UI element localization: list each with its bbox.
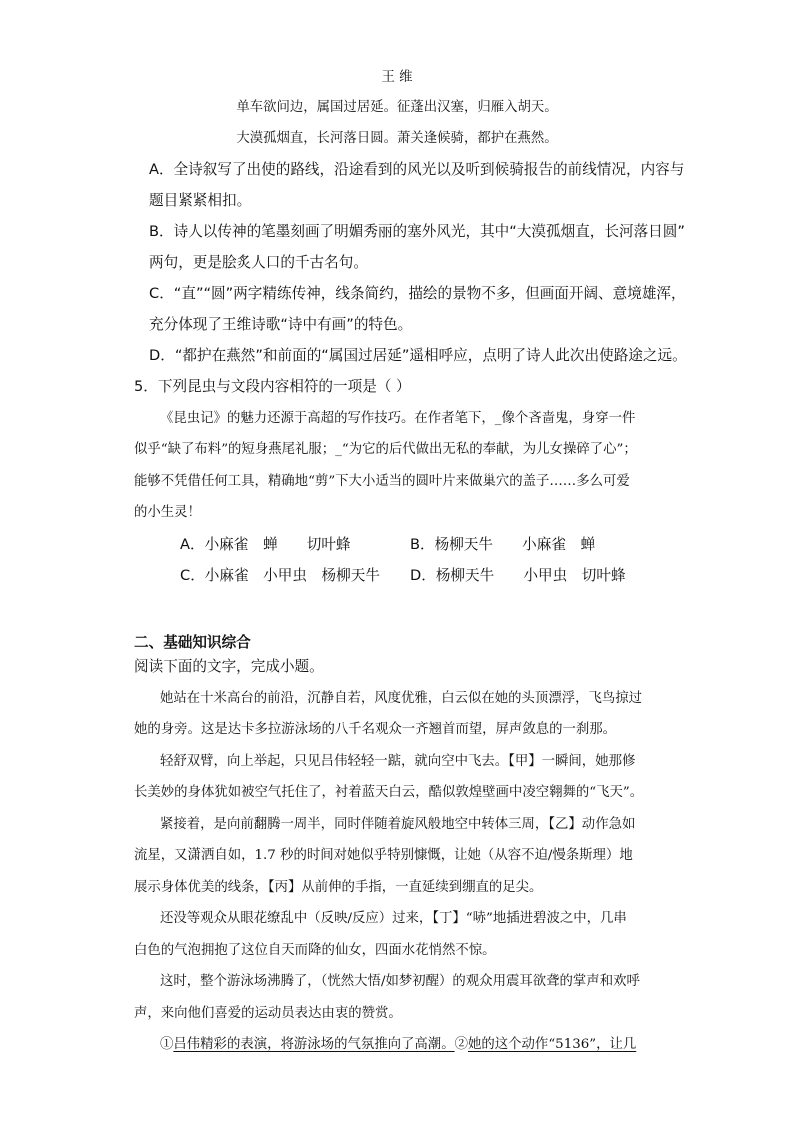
q4-option-c-line2: 充分体现了王维诗歌“诗中有画”的特色。 [149, 316, 413, 333]
underlined-sentence-1: 吕伟精彩的表演，将游泳场的气氛推向了高潮。 [173, 1037, 455, 1052]
q4-option-b-line1: B．诗人以传神的笔墨刻画了明媚秀丽的塞外风光，其中“大漠孤烟直，长河落日圆” [149, 223, 685, 240]
passage-p3-line1: 紧接着，是向前翻腾一周半，同时伴随着旋风般地空中转体三周，【乙】动作急如 [160, 817, 636, 832]
poem-author: 王 维 [381, 70, 413, 85]
q4-option-a-line1: A．全诗叙写了出使的路线，沿途看到的风光以及听到候骑报告的前线情况，内容与 [149, 161, 685, 178]
q5-option-d: D．杨柳天牛 小甲虫 切叶蜂 [410, 567, 626, 584]
passage-p4-line1: 还没等观众从眼花缭乱中（反映/反应）过来，【丁】“哧”地插进碧波之中，几串 [160, 911, 627, 926]
passage-p4-line2: 白色的气泡拥抱了这位自天而降的仙女，四面水花悄然不惊。 [134, 943, 496, 958]
q5-stem: 5．下列昆虫与文段内容相符的一项是（ ） [134, 378, 411, 395]
q5-passage-line1: 《昆虫记》的魅力还源于高超的写作技巧。在作者笔下，_像个吝啬鬼，身穿一件 [160, 411, 636, 426]
passage-p1-line2: 她的身旁。这是达卡多拉游泳场的八千名观众一齐翘首而望，屏声敛息的一刹那。 [134, 722, 617, 737]
poem-line-1: 单车欲问边，属国过居延。征蓬出汉塞，归雁入胡天。 [236, 100, 558, 115]
poem-line-2: 大漠孤烟直，长河落日圆。萧关逢候骑，都护在燕然。 [236, 131, 558, 146]
passage-p1-line1: 她站在十米高台的前沿，沉静自若，风度优雅，白云似在她的头顶漂浮，飞鸟掠过 [160, 691, 643, 706]
passage-p5-line2: 声，来向他们喜爱的运动员表达由衷的赞赏。 [134, 1006, 402, 1021]
q4-option-d: D．“都护在燕然”和前面的“属国过居延”遥相呼应，点明了诗人此次出使路途之远。 [149, 347, 687, 364]
q4-option-c-line1: C．“直”“圆”两字精练传神，线条简约，描绘的景物不多，但画面开阔、意境雄浑， [149, 285, 686, 302]
q5-passage-line2: 似乎“缺了布料”的短身燕尾礼服；_“为它的后代做出无私的奉献，为儿女操碎了心”； [134, 442, 637, 457]
passage-p3-line3: 展示身体优美的线条，【丙】从前伸的手指，一直延续到绷直的足尖。 [134, 880, 543, 895]
section-heading: 二、基础知识综合 [134, 634, 251, 651]
q4-option-b-line2: 两句，更是脍炙人口的千古名句。 [149, 254, 368, 271]
q4-option-a-line2: 题目紧紧相扣。 [149, 192, 252, 209]
passage-p3-line2: 流星，又潇洒自如，1.7 秒的时间对她似乎特别慷慨，让她（从容不迫/慢条斯理）地 [134, 848, 633, 863]
q5-passage-line4: 的小生灵！ [134, 505, 201, 520]
q5-passage-line3: 能够不凭借任何工具，精确地“剪”下大小适当的圆叶片来做巢穴的盖子……多么可爱 [134, 474, 630, 489]
passage-p6-line1 [160, 1035, 636, 1055]
underlined-sentence-2: 她的这个动作“5136”，让几 [467, 1037, 637, 1052]
passage-p5-line1: 这时，整个游泳场沸腾了，（恍然大悟/如梦初醒）的观众用震耳欲聋的掌声和欢呼 [160, 974, 640, 989]
section-instruction: 阅读下面的文字，完成小题。 [134, 658, 324, 675]
passage-p2-line1: 轻舒双臂，向上举起，只见吕伟轻轻一踮，就向空中飞去。【甲】一瞬间，她那修 [160, 754, 636, 769]
passage-p2-line2: 长美妙的身体犹如被空气托住了，衬着蓝天白云，酷似敦煌壁画中凌空翱舞的“飞天”。 [134, 785, 644, 800]
sentence-number-1: ① [160, 1037, 174, 1052]
q5-option-a: A．小麻雀 蝉 切叶蜂 [180, 536, 351, 553]
q5-option-b: B．杨柳天牛 小麻雀 蝉 [410, 536, 596, 553]
q5-option-c: C．小麻雀 小甲虫 杨柳天牛 [180, 567, 380, 584]
sentence-number-2: ② [454, 1037, 468, 1052]
